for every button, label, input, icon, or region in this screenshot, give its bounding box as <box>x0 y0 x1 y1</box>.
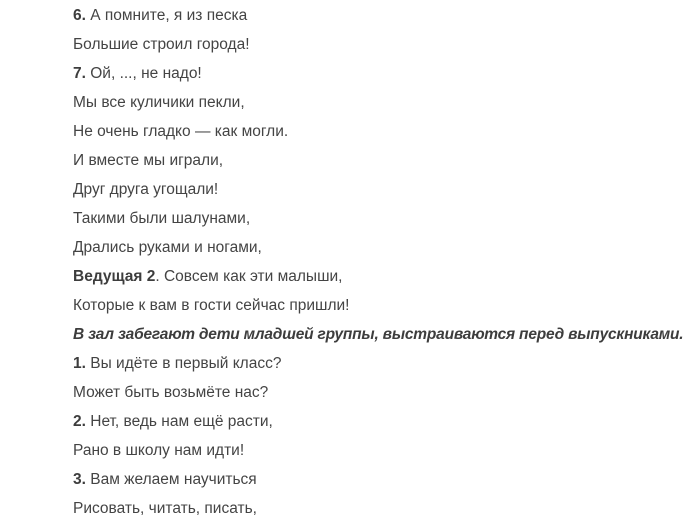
verse-line <box>73 349 693 378</box>
verse-text: Большие строил города! <box>73 36 250 53</box>
poem-text <box>73 0 693 523</box>
verse-text: Мы все куличики пекли, <box>73 94 245 111</box>
verse-line <box>73 30 693 59</box>
verse-text: Нет, ведь нам ещё расти, <box>85 413 273 430</box>
verse-text: Вы идёте в первый класс? <box>85 355 282 372</box>
verse-number: 7. <box>73 65 86 82</box>
verse-text: Рано в школу нам идти! <box>73 442 245 459</box>
verse-number: 2. <box>73 413 86 430</box>
verse-line <box>73 59 693 88</box>
verse-line <box>73 175 693 204</box>
verse-number: 6. <box>73 7 86 24</box>
verse-number: 3. <box>73 471 86 488</box>
verse-text: Такими были шалунами, <box>73 210 251 227</box>
verse-text: . Совсем как эти малыши, <box>155 268 343 285</box>
verse-text: Дрались руками и ногами, <box>73 239 262 256</box>
verse-text: А помните, я из песка <box>85 7 248 24</box>
stage-direction-text: В зал забегают дети младшей группы, выстраиваются перед выпускниками. <box>73 326 684 343</box>
verse-line <box>73 233 693 262</box>
verse-line <box>73 88 693 117</box>
verse-line <box>73 378 693 407</box>
verse-text: Может быть возьмёте нас? <box>73 384 269 401</box>
stage-direction <box>73 320 693 349</box>
verse-text: Вам желаем научиться <box>85 471 257 488</box>
verse-text: Ой, ..., не надо! <box>85 65 202 82</box>
verse-number: 1. <box>73 355 86 372</box>
verse-line <box>73 1 693 30</box>
verse-line <box>73 262 693 291</box>
verse-line <box>73 407 693 436</box>
verse-text: Друг друга угощали! <box>73 181 219 198</box>
verse-line <box>73 204 693 233</box>
verse-text: Не очень гладко — как могли. <box>73 123 289 140</box>
verse-line <box>73 494 693 523</box>
speaker-name: Ведущая 2 <box>73 268 156 285</box>
verse-line <box>73 436 693 465</box>
verse-line <box>73 291 693 320</box>
verse-text: Которые к вам в гости сейчас пришли! <box>73 297 350 314</box>
verse-text: Рисовать, читать, писать, <box>73 500 257 517</box>
verse-line <box>73 146 693 175</box>
verse-line <box>73 465 693 494</box>
verse-line <box>73 117 693 146</box>
verse-text: И вместе мы играли, <box>73 152 224 169</box>
